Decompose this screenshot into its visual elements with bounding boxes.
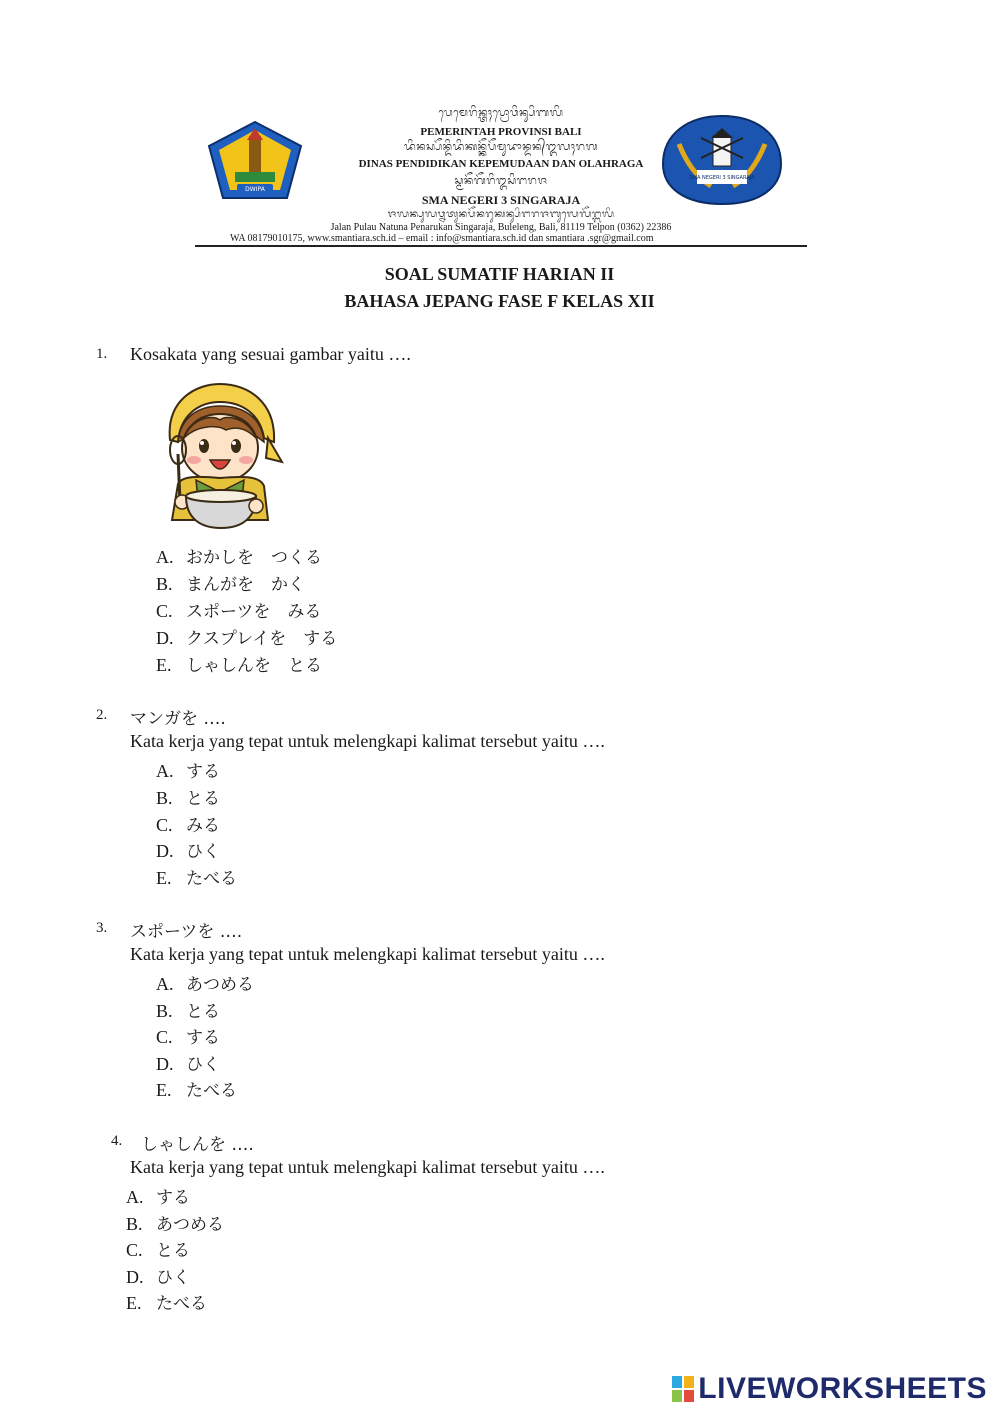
option-letter: C. — [156, 815, 173, 835]
question-instruction: Kata kerja yang tepat untuk melengkapi kalimat tersebut yaitu …. — [130, 1157, 605, 1177]
option-text: とる — [186, 1002, 220, 1022]
option-letter: C. — [156, 1027, 173, 1047]
option-text: とる — [186, 789, 220, 809]
option-text: あつめる — [156, 1215, 224, 1235]
option-d[interactable] — [156, 837, 220, 862]
option-letter: A. — [156, 761, 174, 781]
option-text: しゃしんを とる — [186, 656, 322, 676]
option-letter: B. — [126, 1214, 143, 1234]
option-text: おかしを つくる — [186, 548, 322, 568]
school-address: Jalan Pulau Natuna Penarukan Singaraja, Buleleng, Bali, 81119 Telpon (0362) 22386 — [330, 222, 672, 233]
option-c[interactable] — [156, 597, 321, 622]
question-text: しゃしんを …. — [141, 1135, 254, 1155]
department-name: DINAS PENDIDIKAN KEPEMUDAAN DAN OLAHRAGA — [358, 158, 644, 170]
balinese-line-1: ᬧᬾᬫᬾᬭᬶᬦ᭄ᬢᬄᬧ᭄ᬭᭀᬯᬶᬦ᭄ᬲᬶᬩᬮᬶ — [438, 106, 564, 119]
option-a[interactable] — [156, 970, 254, 995]
option-letter: D. — [156, 1054, 174, 1074]
option-b[interactable] — [126, 1210, 224, 1235]
question-instruction: Kata kerja yang tepat untuk melengkapi kalimat tersebut yaitu …. — [130, 944, 605, 964]
option-text: あつめる — [186, 975, 254, 995]
balinese-line-4: ᬚᬮᬦ᭄ᬧᬸᬮᬯ᭄ᬦᬢᬸᬦᬧᭂᬦᬭᬸᬓᬦ᭄ᬲᬶᬗᬭᬚᬩᬸᬮᬾᬮᭂᬗ᭄ᬩᬮᬶ — [387, 209, 615, 220]
option-d[interactable] — [156, 1050, 220, 1075]
option-letter: E. — [156, 868, 172, 888]
option-c[interactable] — [156, 811, 220, 836]
left-logo-label: DWIPA — [245, 186, 265, 193]
question-text: Kosakata yang sesuai gambar yaitu …. — [130, 344, 411, 364]
question-instruction: Kata kerja yang tepat untuk melengkapi kalimat tersebut yaitu …. — [130, 731, 605, 751]
option-a[interactable] — [156, 543, 322, 568]
header-divider — [195, 245, 807, 247]
option-text: する — [186, 1028, 220, 1048]
option-text: ひく — [156, 1268, 190, 1288]
option-d[interactable] — [126, 1263, 190, 1288]
option-letter: E. — [156, 1080, 172, 1100]
liveworksheets-logo-icon — [672, 1376, 694, 1402]
school-name: SMA NEGERI 3 SINGARAJA — [421, 193, 581, 207]
question-1-illustration — [156, 380, 284, 530]
option-letter: A. — [126, 1187, 144, 1207]
question-text: マンガを …. — [130, 709, 226, 729]
option-text: する — [186, 762, 220, 782]
exam-title: SOAL SUMATIF HARIAN II — [384, 264, 615, 284]
option-text: クスプレイを する — [186, 629, 338, 649]
question-number: 2. — [96, 707, 108, 723]
liveworksheets-wordmark: LIVEWORKSHEETS — [698, 1372, 987, 1405]
exam-subtitle: BAHASA JEPANG FASE F KELAS XII — [344, 291, 655, 311]
option-text: たべる — [156, 1294, 207, 1314]
option-letter: A. — [156, 974, 174, 994]
letterhead — [195, 100, 807, 250]
option-letter: C. — [126, 1240, 143, 1260]
school-contact: WA 08179010175, www.smantiara.sch.id – email : info@smantiara.sch.id dan smantiara .sgr@gmail.com — [230, 233, 654, 244]
balinese-line-3: ᬲ᭄ᬫᬦᭂᬕᭂᬭᬶ᭓ᬲᬶᬗᬭᬚ — [454, 174, 548, 187]
cooking-child-image — [156, 380, 284, 530]
option-text: スポーツを みる — [186, 602, 322, 622]
question-number: 4. — [111, 1133, 123, 1149]
option-letter: E. — [126, 1293, 142, 1313]
question-number: 1. — [96, 346, 108, 362]
option-text: たべる — [186, 869, 237, 889]
option-letter: B. — [156, 574, 173, 594]
option-b[interactable] — [156, 997, 220, 1022]
option-letter: D. — [126, 1267, 144, 1287]
option-e[interactable] — [156, 864, 237, 889]
option-b[interactable] — [156, 784, 220, 809]
option-c[interactable] — [126, 1236, 190, 1261]
option-c[interactable] — [156, 1023, 220, 1048]
province-name: PEMERINTAH PROVINSI BALI — [420, 126, 582, 138]
option-letter: A. — [156, 547, 174, 567]
option-text: する — [156, 1188, 190, 1208]
option-text: たべる — [186, 1081, 237, 1101]
right-logo-label: SMA NEGERI 3 SINGARAJA — [689, 175, 755, 181]
option-letter: B. — [156, 788, 173, 808]
option-letter: D. — [156, 841, 174, 861]
option-text: とる — [156, 1241, 190, 1261]
option-e[interactable] — [156, 651, 322, 676]
option-e[interactable] — [156, 1076, 237, 1101]
balinese-line-2: ᬤᬶᬦᬲ᭄ᬧᭂᬦ᭄ᬤᬶᬤᬶᬓᬦ᭄ᬓᭂᬧᭂᬫᬸᬤᬵᬦ᭄ᬤᬦ᭄ᬑᬮᬄᬭᬕ — [404, 140, 598, 153]
option-d[interactable] — [156, 624, 337, 649]
option-text: ひく — [186, 842, 220, 862]
option-text: まんがを かく — [186, 575, 305, 595]
liveworksheets-brand[interactable] — [672, 1372, 987, 1406]
option-a[interactable] — [156, 757, 220, 782]
option-letter: C. — [156, 601, 173, 621]
option-a[interactable] — [126, 1183, 190, 1208]
option-e[interactable] — [126, 1289, 207, 1314]
option-letter: E. — [156, 655, 172, 675]
question-text: スポーツを …. — [130, 922, 243, 942]
option-letter: D. — [156, 628, 174, 648]
question-number: 3. — [96, 920, 108, 936]
option-text: みる — [186, 816, 220, 836]
option-text: ひく — [186, 1055, 220, 1075]
option-letter: B. — [156, 1001, 173, 1021]
option-b[interactable] — [156, 570, 305, 595]
